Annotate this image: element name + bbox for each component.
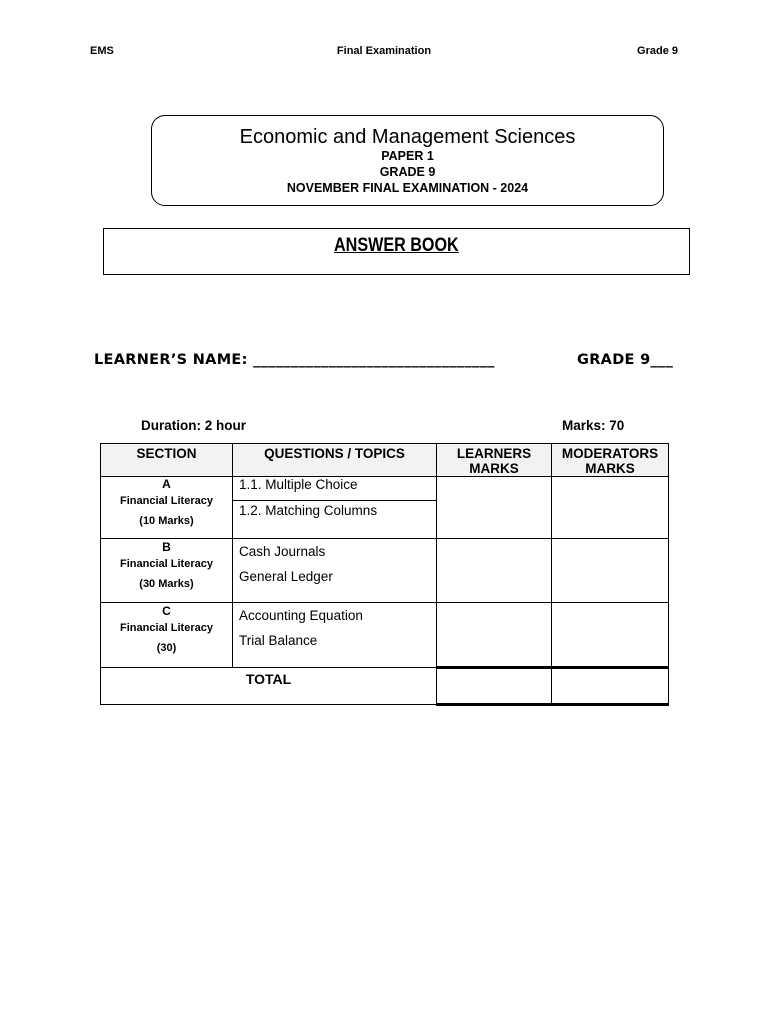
topic-item: Accounting Equation: [239, 608, 363, 623]
answer-book-title: ANSWER BOOK: [334, 235, 459, 256]
header-section: SECTION: [101, 444, 233, 477]
moderators-marks-cell[interactable]: [552, 603, 669, 668]
total-row: [101, 668, 669, 705]
topic-item: Trial Balance: [239, 633, 318, 648]
moderators-total-cell[interactable]: [552, 668, 669, 705]
title-box: [151, 115, 664, 206]
section-letter: A: [162, 477, 171, 491]
paper-label: PAPER 1: [381, 149, 434, 163]
header-learners-marks: LEARNERS MARKS: [437, 444, 552, 477]
subject-title: Economic and Management Sciences: [239, 126, 576, 148]
topics-cell: [233, 539, 437, 603]
topic-item: Cash Journals: [239, 544, 326, 559]
section-marks: (10 Marks): [139, 515, 194, 527]
section-name: Financial Literacy: [120, 495, 213, 507]
table-row: [101, 603, 669, 668]
header-questions: QUESTIONS / TOPICS: [233, 444, 437, 477]
section-name: Financial Literacy: [120, 622, 213, 634]
section-cell: [101, 603, 233, 668]
marks-table: [100, 443, 669, 706]
section-marks: (30): [156, 642, 177, 654]
table-row: [101, 539, 669, 603]
topic-item: 1.2. Matching Columns: [239, 503, 378, 518]
table-row: [101, 477, 669, 539]
section-letter: C: [162, 604, 171, 618]
section-letter: B: [162, 540, 171, 554]
moderators-marks-cell[interactable]: [552, 539, 669, 603]
moderators-marks-cell[interactable]: [552, 477, 669, 539]
answer-book-box: [103, 228, 690, 275]
section-name: Financial Literacy: [120, 558, 213, 570]
section-cell: [101, 539, 233, 603]
topics-cell: [233, 477, 437, 539]
learners-total-cell[interactable]: [437, 668, 552, 705]
header-subject: EMS: [90, 45, 114, 57]
learner-name-field[interactable]: LEARNER’S NAME: ________________________________: [94, 352, 495, 368]
learners-marks-cell[interactable]: [437, 539, 552, 603]
learners-marks-cell[interactable]: [437, 477, 552, 539]
total-label: TOTAL: [101, 668, 437, 705]
learners-marks-cell[interactable]: [437, 603, 552, 668]
grade-label: GRADE 9: [379, 165, 436, 179]
section-marks: (30 Marks): [139, 578, 194, 590]
header-moderators-marks: MODERATORS MARKS: [552, 444, 669, 477]
duration-label: Duration: 2 hour: [141, 418, 246, 433]
exam-label: NOVEMBER FINAL EXAMINATION - 2024: [286, 181, 529, 195]
table-header-row: [101, 444, 669, 477]
header-exam: Final Examination: [336, 45, 432, 57]
learner-grade-field[interactable]: GRADE 9___: [577, 352, 674, 368]
header-grade: Grade 9: [637, 45, 678, 57]
section-cell: [101, 477, 233, 539]
topic-item: 1.1. Multiple Choice: [233, 477, 436, 501]
topic-item: General Ledger: [239, 569, 333, 584]
total-marks-label: Marks: 70: [562, 418, 625, 433]
topics-cell: [233, 603, 437, 668]
